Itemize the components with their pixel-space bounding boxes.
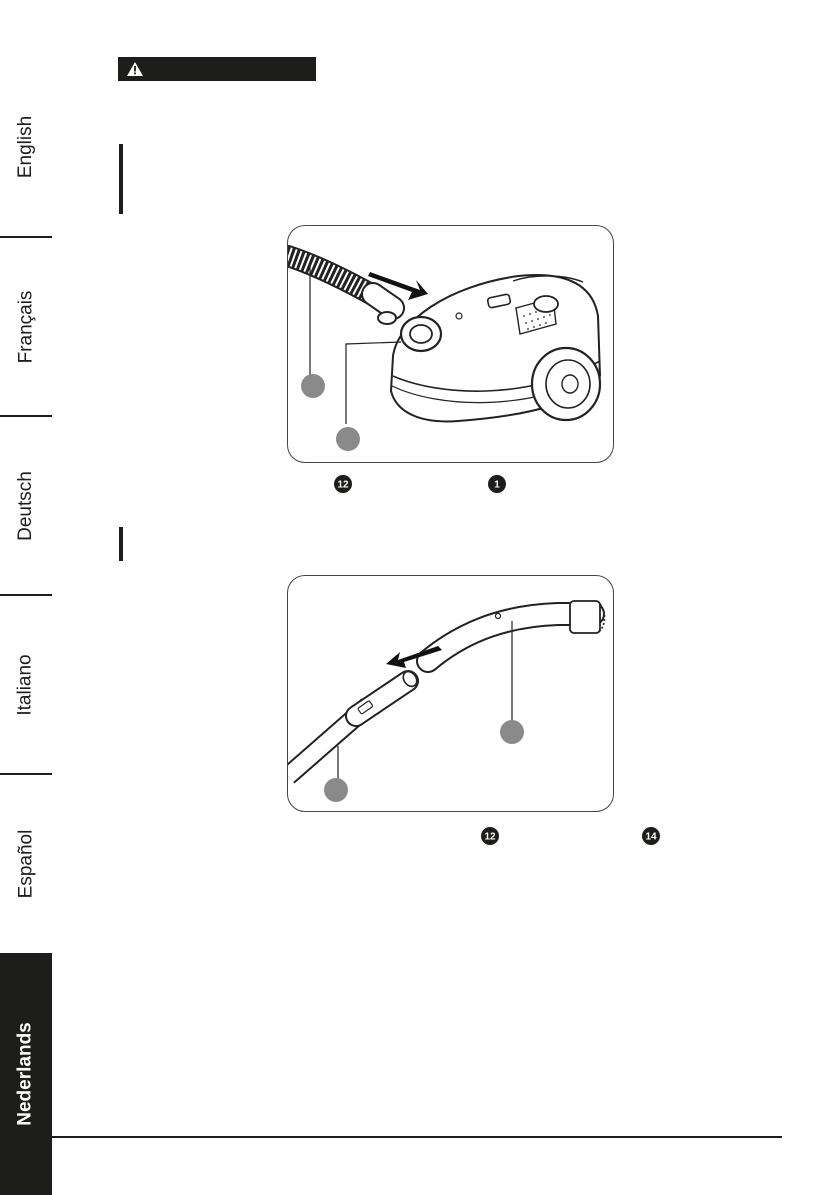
warning-icon — [126, 61, 144, 77]
lang-tab-label: Français — [15, 290, 37, 364]
lang-tab-nederlands[interactable] — [0, 953, 52, 1195]
lang-tab-label: Español — [15, 829, 37, 899]
lang-tab-english[interactable] — [0, 58, 52, 236]
figure-handle-to-tube — [287, 575, 614, 812]
figure-hose-to-vacuum — [287, 225, 614, 463]
callout-marker — [481, 827, 499, 845]
lang-tab-label: Deutsch — [15, 471, 37, 541]
vacuum-illustration — [288, 226, 613, 462]
tube-illustration — [288, 576, 613, 811]
lang-tab-deutsch[interactable] — [0, 417, 52, 595]
section-marker — [119, 144, 123, 214]
warning-header — [118, 57, 316, 81]
lang-tab-label: Nederlands — [15, 1022, 37, 1126]
lang-tab-espanol[interactable] — [0, 775, 52, 953]
callout-number: 12 — [337, 479, 349, 491]
callout-marker — [488, 475, 506, 493]
callout-marker — [642, 827, 660, 845]
callout-number: 1 — [494, 479, 500, 491]
lang-tab-label: Italiano — [15, 654, 36, 716]
section-marker — [119, 527, 123, 561]
callout-number: 12 — [484, 831, 496, 843]
lang-tab-label: English — [15, 115, 37, 179]
callout-number: 14 — [645, 831, 657, 843]
lang-tab-italiano[interactable] — [0, 596, 52, 774]
footer-rule — [52, 1136, 782, 1138]
callout-marker — [334, 475, 352, 493]
lang-tab-francais[interactable] — [0, 238, 52, 416]
